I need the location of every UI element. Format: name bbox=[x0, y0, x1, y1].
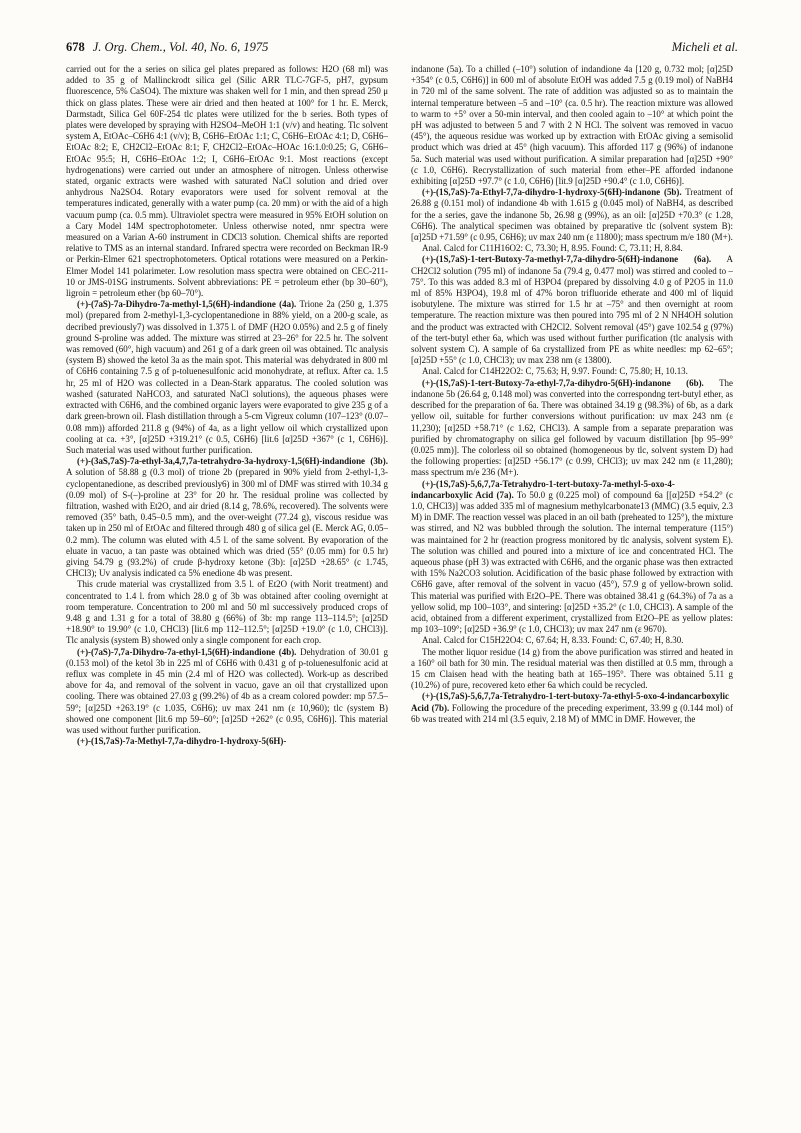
right-column bbox=[411, 64, 733, 1116]
compound-heading: (+)-(1S,7aS)-5,6,7,7a-Tetrahydro-1-tert-butoxy-7a-ethyl-5-oxo-4-indancarboxylic Acid (7b). bbox=[411, 691, 729, 713]
compound-heading: (+)-(3aS,7aS)-7a-ethyl-3a,4,7,7a-tetrahydro-3a-hydroxy-1,5(6H)-indandione (3b). bbox=[77, 456, 388, 467]
header-authors: Micheli et al. bbox=[671, 40, 738, 54]
journal-citation: J. Org. Chem., Vol. 40, No. 6, 1975 bbox=[92, 40, 269, 54]
experimental-section bbox=[411, 187, 733, 243]
elemental-analysis: Anal. Calcd for C14H22O2: C, 75.63; H, 9.97. Found: C, 75.80; H, 10.13. bbox=[422, 366, 688, 377]
left-column bbox=[66, 64, 388, 1116]
section-text: To 50.0 g (0.225 mol) of compound 6a [[α]25D +54.2° (c 1.0, CHCl3)] was added 335 ml of magnesium methylcarbonate13 (MMC) (3.5 equiv, 2.3 M) in DMF. The reaction vessel was placed in an oil bath (preheated to 125°), the mixture was stirred, and N2 was bubbled through the solution. The internal temperature (115°) was maintained for 2 hr (reaction progress monitored by tlc analysis, solvent system E). The solution was chilled and poured into a mixture of ice and concentrated HCl. The aqueous phase (pH 3) was extracted with C6H6, and the organic phase was then extracted with 15% Na2CO3 solution. Acidification of the basic phase followed by extraction with C6H6 gave, after removal of the solvent in vacuo (45°), 57.9 g of yellow-brown solid. This material was purified with Et2O–PE. There was obtained 38.41 g (64.3%) of 7a as a yellow solid, mp 100–103°, and sintering: [α]25D +35.2° (c 1.0, CHCl3). A sample of the acid, obtained from a different experiment, crystallized from Et2O–PE as yellow plates: mp 103–109°; [α]25D +36.9° (c 1.0, CHCl3); uv max 247 nm (ε 9670). bbox=[411, 489, 733, 635]
compound-heading: (+)-(1S,7aS)-7a-Methyl-7,7a-dihydro-1-hydroxy-5(6H)- bbox=[77, 736, 287, 747]
experimental-section bbox=[66, 736, 388, 747]
compound-heading: (+)-(1S,7aS)-7a-Ethyl-7,7a-dihydro-1-hydroxy-5(6H)-indanone (5b). bbox=[422, 187, 682, 198]
paragraph: This crude material was crystallized from 3.5 l. of Et2O (with Norit treatment) and concentrated to 1.4 l. from which 28.0 g of 3b was obtained after cooling overnight at room temperature. Concentration to 200 ml and 50 ml successively produced crops of 9.48 g and 1.31 g for a total of 38.80 g (66%) of 3b: mp range 113–114.5°; [α]25D +18.90° to 19.90° (c 1.0, CHCl3) [lit.6 mp 112–112.5°; [α]25D +19.0° (c 1.0, CHCl3)]. Tlc analysis (system B) showed only a single component for each crop. bbox=[66, 579, 388, 646]
page-number: 678 bbox=[66, 40, 85, 54]
experimental-section bbox=[66, 647, 388, 737]
elemental-analysis: Anal. Calcd for C11H16O2: C, 73.30; H, 8.95. Found: C, 73.11; H, 8.84. bbox=[422, 243, 683, 254]
compound-heading: (+)-(7aS)-7,7a-Dihydro-7a-ethyl-1,5(6H)-indandione (4b). bbox=[77, 646, 297, 657]
compound-heading: (+)-(1S,7aS)-1-tert-Butoxy-7a-ethyl-7,7a-dihydro-5(6H)-indanone (6b). bbox=[422, 377, 704, 388]
paragraph-continued: indanone (5a). To a chilled (–10°) solution of indandione 4a [120 g, 0.732 mol; [α]25D +354° (c 0.5, C6H6)] in 600 ml of absolute EtOH was added 7.5 g (0.19 mol) of NaBH4 in 720 ml of the same solvent. The rate of addition was adjusted so as to maintain the internal temperature between –5 and –10° (ca. 0.5 hr). The reaction mixture was allowed to warm to +5° over a 50-min interval, and then cooled again to –10° at which point the pH was adjusted to between 5 and 7 with 2 N HCl. The solvent was removed in vacuo (45°), the aqueous residue was worked up by extraction with EtOAc giving a semisolid product which was dried at 45° (high vacuum). This afforded 117 g (96%) of indanone 5a. Such material was used without purification. A similar preparation had [α]25D +90° (c 1.0, C6H6). Recrystallization of such material from ether–PE afforded indanone exhibiting [α]25D +97.7° (c 1.0, C6H6) [lit.9 [α]25D +90.4° (c 1.0, C6H6)]. bbox=[411, 64, 733, 187]
compound-heading: (+)-(7aS)-7a-Dihydro-7a-methyl-1,5(6H)-indandione (4a). bbox=[77, 299, 297, 310]
paragraph-continued: carried out for the a series on silica gel plates prepared as follows: H2O (68 ml) was added to 35 g of Mallinckrodt silica gel (Silic ARR TLC-7GF-5, pH7, gypsum fluorescence, 5% CaSO4). The mixture was shaken well for 1 min, and then spread 250 μ thick on glass plates. These were air dried and then heated at 100° for 1 hr. E. Merck, Darmstadt, Silica Gel 60F-254 tlc plates were utilized for the b series. Both types of plates were developed by spraying with H2SO4–MeOH 1:1 (v/v) and heating. Tlc solvent system A, EtOAc–C6H6 4:1 (v/v); B, C6H6–EtOAc 1:1; C, C6H6–EtOAc 4:1; D, C6H6–EtOAc 8:2; E, CH2Cl2–EtOAc 8:1; F, CH2Cl2–EtOAc–HOAc 16:1.0:0.25; G, C6H6–EtOAc 95:5; H, C6H6–EtOAc 1:2; I, C6H6–EtOAc 9:1. Most reactions (except hydrogenations) were carried out under an atmosphere of nitrogen. Unless otherwise stated, organic extracts were washed with saturated NaCl solution and dried over anhydrous Na2SO4. Rotary evaporators were used for solvent removal at the temperatures indicated, generally with a water pump (ca. 20 mm) or with the aid of a high vacuum pump (ca. 0.5 mm). Ultraviolet spectra were measured in 95% EtOH solution on a Cary Model 14M spectrophotometer. Unless otherwise noted, nmr spectra were measured on a Varian A-60 instrument in CDCl3 solution. Chemical shifts are reported relative to TMS as an internal standard. Infrared spectra were recorded on Beckman IR-9 or Perkin-Elmer 621 spectrophotometers. Optical rotations were measured on a Perkin-Elmer Model 141 polarimeter. Low resolution mass spectra were obtained on CEC-211-10 or JMS-01SG instruments. Solvent abbreviations: PE = petroleum ether (bp 30–60°), ligroin = petroleum ether (bp 60–70°). bbox=[66, 64, 388, 299]
experimental-section bbox=[66, 299, 388, 456]
section-text: A solution of 58.88 g (0.3 mol) of trione 2b (prepared in 90% yield from 2-ethyl-1,3-cyclopentanedione, as described previously6) in 300 ml of DMF was stirred with 10.34 g (0.09 mol) of S-(–)-proline at 23° for 20 hr. The residual proline was collected by filtration, washed with Et2O, and air dried (8.14 g, 78.6%, recovered). The solvents were removed (35° bath, 0.45–0.5 mm), and the over-weight (77.24 g), viscous residue was taken up in 250 ml of EtOAc and filtered through 480 g of silica gel (E. Merck AG, 0.05–0.2 mm). The column was eluted with 4.5 l. of the same solvent. By evaporation of the eluate in vacuo, a tan paste was obtained which was dried (55° (0.05 mm) for 0.5 hr) giving 54.79 g (93.2%) of crude β-hydroxy ketone (3b): [α]25D +28.65° (c 1.745, CHCl3); Uv analysis indicated ca 5% enedione 4b was present. bbox=[66, 467, 388, 579]
compound-heading: (+)-(1S,7aS)-5,6,7,7a-Tetrahydro-1-tert-butoxy-7a-methyl-5-oxo-4-indancarboxylic Acid (7a). bbox=[411, 478, 675, 500]
compound-heading: (+)-(1S,7aS)-1-tert-Butoxy-7a-methyl-7,7a-dihydro-5(6H)-indanone (6a). bbox=[422, 254, 712, 265]
section-text: Trione 2a (250 g, 1.375 mol) (prepared from 2-methyl-1,3-cyclopentanedione in 88% yield, on a 200-g scale, as decribed previously7) was dissolved in 1.375 l. of DMF (H2O 0.05%) and 2.5 g of finely ground S-proline was added. The mixture was stirred at 23–26° for 22.5 hr. The solvent was removed (60°, high vacuum) and 261 g of a dark green oil was obtained. Tlc analysis (system B) showed the ketol 3a as the main spot. This material was dehydrated in 800 ml of C6H6 containing 7.5 g of p-toluenesulfonic acid monohydrate, at reflux. After ca. 1.5 hr, 25 ml of H2O was collected in a Dean-Stark apparatus. The cooled solution was washed (saturated NaHCO3, and saturated NaCl solutions), the aqueous phases were extracted with C6H6, and the combined organic layers were evaporated to give 235 g of a dark green-brown oil. Flash distillation through a 5-cm Vigreux column (107–123° (0.07–0.08 mm)) afforded 211.8 g (94%) of 4a, as a light yellow oil which crystallized upon cooling at ca. +3°, [α]25D +319.21° (c 0.5, C6H6) [lit.6 [α]25D +367° (c 1, C6H6)]. Such material was used without further purification. bbox=[66, 299, 388, 455]
paragraph: The mother liquor residue (14 g) from the above purification was stirred and heated in a 160° oil bath for 30 min. The residual material was then distilled at 0.5 mm, through a 15 cm Claisen head with the heating bath at 165–195°. There was obtained 5.11 g (10.2%) of pure, recovered keto ether 6a which could be recycled. bbox=[411, 646, 733, 691]
section-text: Treatment of 26.88 g (0.151 mol) of indandione 4b with 1.615 g (0.045 mol) of NaBH4, as described for the a series, gave the indanone 5b, 26.98 g (99%), as an oil: [α]25D +70.3° (c 1.28, C6H6). The analytical specimen was obtained by preparative tlc (solvent system B): [α]25D +71.59° (c 0.95, C6H6); uv max 240 nm (ε 11800); mass spectrum m/e 180 (M+). bbox=[411, 187, 733, 243]
experimental-section bbox=[411, 254, 733, 366]
page-header bbox=[66, 40, 738, 60]
experimental-section bbox=[411, 479, 733, 636]
experimental-section bbox=[411, 691, 733, 725]
elemental-analysis: Anal. Calcd for C15H22O4: C, 67.64; H, 8.33. Found: C, 67.40; H, 8.30. bbox=[422, 635, 684, 646]
experimental-section bbox=[411, 378, 733, 479]
experimental-section bbox=[66, 456, 388, 579]
header-left bbox=[66, 40, 268, 55]
section-text: The indanone 5b (26.64 g, 0.148 mol) was converted into the correspondng tert-butyl ether, as described for the preparation of 6a. There was obtained 34.19 g (98.3%) of 6b, as a dark yellow oil, suitable for further conversions without purification: uv max 243 nm (ε 11,230); [α]25D +58.71° (c 1.62, CHCl3). A sample from a separate preparation was purified by chromatography on silica gel followed by vacuum distillation [bp 95–99° (0.025 mm)]. The colorless oil so obtained (homogeneous by tlc, solvent system D) had the following properties: [α]25D +56.17° (c 0.99, CHCl3); uv max 242 nm (ε 11,280); mass spectrum m/e 236 (M+). bbox=[411, 377, 733, 478]
section-text: A CH2Cl2 solution (795 ml) of indanone 5a (79.4 g, 0.477 mol) was stirred and cooled to –75°. To this was added 8.3 ml of H3PO4 (prepared by dissolving 4.0 g of P2O5 in 11.0 ml of 85% H3PO4), 19.8 ml of 47% boron trifluoride etherate and 400 ml of liquid isobutylene. The mixture was stirred for 1.5 hr at –75° and then overnight at room temperature. The reaction mixture was then poured into 795 ml of 2 N NH4OH solution and the product was extracted with CH2Cl2. Solvent removal (45°) gave 102.54 g (97%) of the tert-butyl ether 6a, which was used without further purification (tlc analysis with solvent system C). A sample of 6a crystallized from PE as white needles: mp 62–65°; [α]25D +55° (c 1.0, CHCl3); uv max 238 nm (ε 13800). bbox=[411, 254, 733, 366]
section-text: Following the procedure of the preceding experiment, 33.99 g (0.144 mol) of 6b was treated with 214 ml (3.5 equiv, 2.18 M) of MMC in DMF. However, the bbox=[411, 702, 733, 724]
section-text: Dehydration of 30.01 g (0.153 mol) of the ketol 3b in 225 ml of C6H6 with 0.431 g of p-toluenesulfonic acid at reflux was complete in 45 min (2.4 ml of H2O was collected). Work-up as described above for 4a, and removal of the solvent in vacuo, gave an oil that crystallized upon cooling. There was obtained 27.03 g (99.2%) of 4b as a cream colored powder: mp 57.5–59°; [α]25D +263.19° (c 1.035, C6H6); uv max 241 nm (ε 10,960); tlc (system B) showed one component [lit.6 mp 59–60°; [α]25D +262° (c 0.95, C6H6)]. This material was used without further purification. bbox=[66, 646, 388, 735]
